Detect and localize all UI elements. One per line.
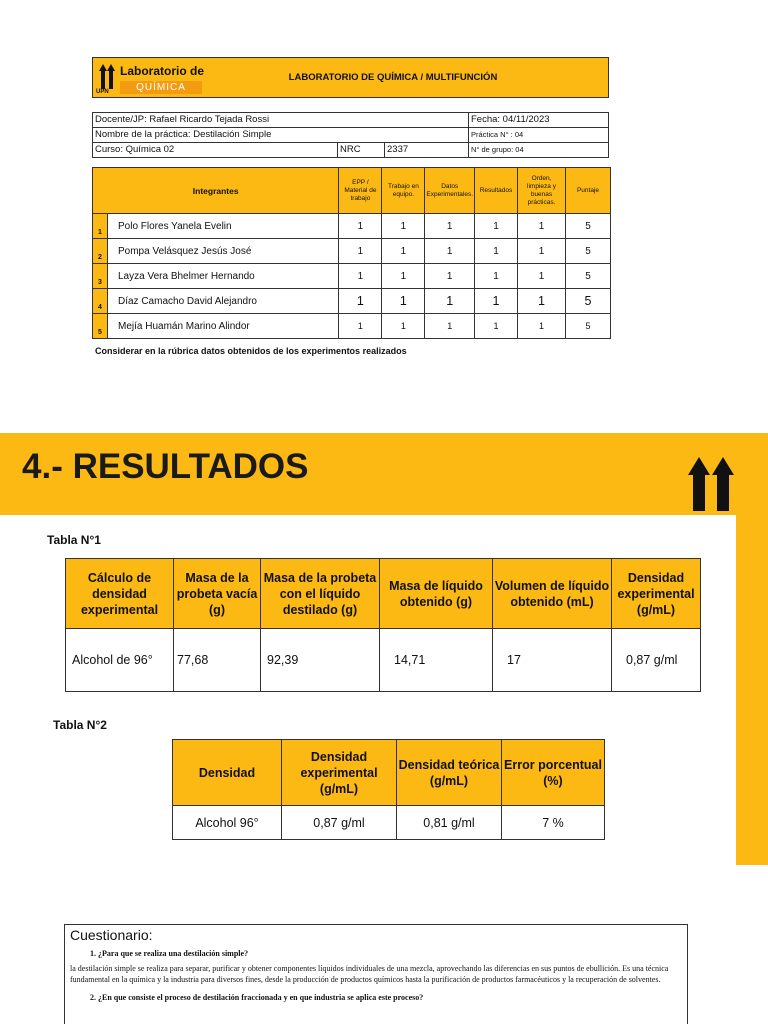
practice-name-cell: Nombre de la práctica: Destilación Simple <box>93 128 469 143</box>
score-cell: 1 <box>382 239 425 264</box>
lab-header <box>92 57 609 98</box>
score-cell: 1 <box>518 239 566 264</box>
score-cell: 1 <box>425 289 475 314</box>
lab-title: LABORATORIO DE QUÍMICA / MULTIFUNCIÓN <box>288 72 498 83</box>
t2-header: Densidad teórica (g/mL) <box>397 740 502 806</box>
t1-header: Masa de líquido obtenido (g) <box>380 559 493 629</box>
score-cell: 1 <box>339 264 382 289</box>
t1-cell: 92,39 <box>261 629 380 692</box>
row-number: 3 <box>93 264 108 289</box>
question-1: 1. ¿Para que se realiza una destilación simple? <box>90 949 249 958</box>
header-trabajo: Trabajo en equipo. <box>382 168 425 214</box>
t1-header: Densidad experimental (g/mL) <box>612 559 701 629</box>
score-cell: 1 <box>475 314 518 339</box>
row-number: 4 <box>93 289 108 314</box>
answer-1: la destilación simple se realiza para separar, purificar y obtener componentes líquidos individuales de una mezcla, aprovechando las diferencias en sus puntos de ebullición. Es una técnica fundamental en la química y la industria para diversos fines, desde la producción de productos químicos hasta la purificación de productos farmacéuticos y la recuperación de solventes. <box>70 964 669 984</box>
member-name: Díaz Camacho David Alejandro <box>108 289 339 314</box>
total-cell: 5 <box>566 239 611 264</box>
t1-header: Volumen de líquido obtenido (mL) <box>493 559 612 629</box>
score-cell: 1 <box>475 214 518 239</box>
score-cell: 1 <box>425 239 475 264</box>
t2-header: Densidad <box>173 740 282 806</box>
t1-cell: 14,71 <box>380 629 493 692</box>
logo-subtitle: QUÍMICA <box>120 81 202 94</box>
score-cell: 1 <box>518 264 566 289</box>
table-row <box>93 264 611 289</box>
member-name: Layza Vera Bhelmer Hernando <box>108 264 339 289</box>
t1-header: Masa de la probeta con el líquido destilado (g) <box>261 559 380 629</box>
t1-header: Cálculo de densidad experimental <box>66 559 174 629</box>
score-cell: 1 <box>339 214 382 239</box>
total-cell: 5 <box>566 264 611 289</box>
row-number: 2 <box>93 239 108 264</box>
member-name: Pompa Velásquez Jesús José <box>108 239 339 264</box>
header-epp: EPP / Material de trabajo <box>339 168 382 214</box>
t2-cell: 0,87 g/ml <box>282 806 397 840</box>
practice-number-cell: Práctica N° : 04 <box>469 128 609 143</box>
nrc-value-cell: 2337 <box>385 143 469 158</box>
score-cell: 1 <box>339 239 382 264</box>
info-table <box>92 112 609 158</box>
row-number: 1 <box>93 214 108 239</box>
table-row <box>93 214 611 239</box>
fecha-cell: Fecha: 04/11/2023 <box>469 113 609 128</box>
t1-cell: 77,68 <box>174 629 261 692</box>
t1-header: Masa de la probeta vacía (g) <box>174 559 261 629</box>
score-cell: 1 <box>382 264 425 289</box>
t1-cell: 17 <box>493 629 612 692</box>
table-row <box>93 289 611 314</box>
members-table <box>92 167 611 339</box>
table-row <box>93 239 611 264</box>
score-cell: 1 <box>425 264 475 289</box>
docente-cell: Docente/JP: Rafael Ricardo Tejada Rossi <box>93 113 469 128</box>
score-cell: 1 <box>339 314 382 339</box>
upn-logo-icon <box>97 61 117 91</box>
table-row <box>173 806 605 840</box>
t2-cell: Alcohol 96° <box>173 806 282 840</box>
t2-header: Error porcentual (%) <box>502 740 605 806</box>
header-datos: Datos Experimentales. <box>425 168 475 214</box>
group-cell: N° de grupo: 04 <box>469 143 609 158</box>
score-cell: 1 <box>382 214 425 239</box>
questionnaire-box <box>64 924 688 1024</box>
score-cell: 1 <box>425 214 475 239</box>
total-cell: 5 <box>566 214 611 239</box>
table2 <box>172 739 605 840</box>
table1-label: Tabla N°1 <box>47 533 101 547</box>
t2-cell: 0,81 g/ml <box>397 806 502 840</box>
header-resultados: Resultados <box>475 168 518 214</box>
table-row <box>66 629 701 692</box>
t2-cell: 7 % <box>502 806 605 840</box>
score-cell: 1 <box>475 239 518 264</box>
header-puntaje: Puntaje <box>566 168 611 214</box>
section-title: 4.- RESULTADOS <box>22 447 309 486</box>
score-cell: 1 <box>425 314 475 339</box>
side-accent-bar <box>736 515 768 865</box>
t1-cell: Alcohol de 96° <box>66 629 174 692</box>
total-cell: 5 <box>566 314 611 339</box>
score-cell: 1 <box>518 214 566 239</box>
table-row <box>93 314 611 339</box>
t1-cell: 0,87 g/ml <box>612 629 701 692</box>
score-cell: 1 <box>339 289 382 314</box>
row-number: 5 <box>93 314 108 339</box>
header-orden: Orden, limpieza y buenas prácticas. <box>518 168 566 214</box>
table1 <box>65 558 701 692</box>
upn-logo-icon <box>686 455 738 513</box>
score-cell: 1 <box>475 264 518 289</box>
rubric-note: Considerar en la rúbrica datos obtenidos de los experimentos realizados <box>95 346 407 356</box>
total-cell: 5 <box>566 289 611 314</box>
course-cell: Curso: Química 02 <box>93 143 338 158</box>
lab-logo <box>93 58 208 97</box>
member-name: Polo Flores Yanela Evelin <box>108 214 339 239</box>
score-cell: 1 <box>382 289 425 314</box>
table2-label: Tabla N°2 <box>53 718 107 732</box>
logo-title: Laboratorio de <box>120 64 205 78</box>
member-name: Mejía Huamán Marino Alindor <box>108 314 339 339</box>
header-integrantes: Integrantes <box>93 168 339 214</box>
score-cell: 1 <box>382 314 425 339</box>
questionnaire-title: Cuestionario: <box>70 927 153 943</box>
logo-upn-text: UPN <box>96 89 109 95</box>
score-cell: 1 <box>518 314 566 339</box>
nrc-label-cell: NRC <box>338 143 385 158</box>
question-2: 2. ¿En que consiste el proceso de destilación fraccionada y en que industria se aplica este proceso? <box>90 993 424 1002</box>
t2-header: Densidad experimental (g/mL) <box>282 740 397 806</box>
score-cell: 1 <box>475 289 518 314</box>
score-cell: 1 <box>518 289 566 314</box>
